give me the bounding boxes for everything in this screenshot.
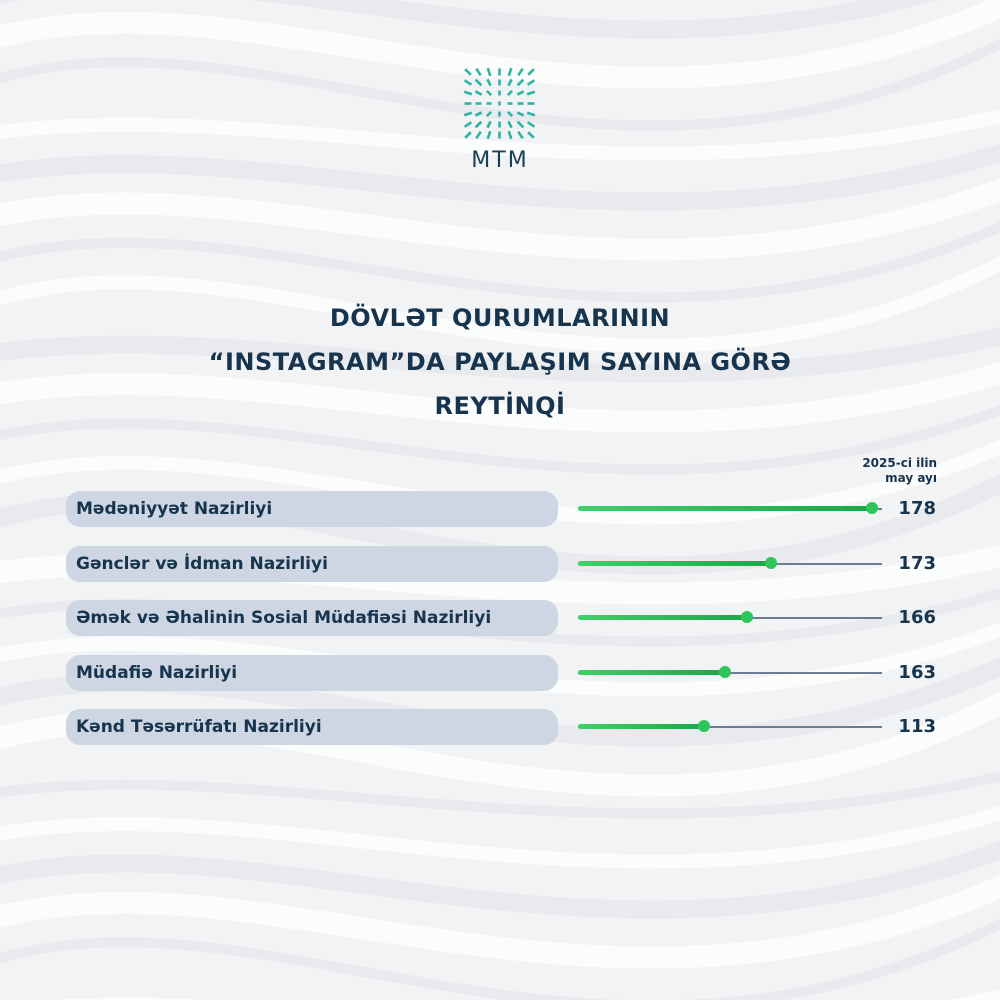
logo-dash [475,79,482,86]
data-label: 166 [898,607,936,629]
bar-end-marker [765,557,777,569]
category-label-pill [66,600,558,636]
bar [578,561,771,566]
title-line-1: DÖVLƏT QURUMLARININ [329,304,671,332]
logo-dash [518,102,524,105]
chart-title [100,296,900,428]
logo-dash [527,112,535,117]
logo-dash [475,68,482,76]
logo-text: MTM [471,148,529,173]
logo-dash [528,102,535,105]
logo-dash [517,90,524,95]
bar-end-marker [741,611,753,623]
data-label: 173 [898,552,936,574]
logo-dash [464,79,472,86]
logo-dash [486,90,492,96]
logo-dash [464,91,472,96]
logo-dash [508,68,513,76]
logo-dash [464,112,472,117]
logo-dash [498,132,501,139]
category-label: Kənd Təsərrüfatı Nazirliyi [76,717,322,738]
logo-dash [486,121,491,128]
logo-dash [508,131,513,139]
logo-dash [487,68,492,76]
category-label: Mədəniyyət Nazirliyi [76,499,273,519]
category-label-pill [66,655,558,691]
period-line-1: 2025-ci ilin [862,456,937,470]
logo-dash [475,111,482,116]
logo-dash [486,79,491,86]
logo-dash [486,111,492,117]
logo-dash [464,131,471,138]
logo-dash [475,90,482,95]
title-line-3: REYTİNQİ [434,392,566,420]
logo-dash [465,102,472,105]
data-label: 178 [898,498,936,519]
logo-dash [476,102,482,105]
bar [578,615,747,620]
bar-end-marker [866,502,878,514]
logo-dash [527,79,535,86]
logo-dash [517,121,524,128]
mtm-logo [440,66,560,173]
logo-dash [527,91,535,96]
logo-dash [498,122,501,128]
logo-dash [508,102,513,105]
chart-row [0,709,1000,745]
logo-dash [527,68,534,75]
logo-dash [517,131,524,139]
category-label-pill [66,546,558,582]
period-line-2: may ayı [885,471,937,485]
category-label-pill [66,709,558,745]
logo-dash [498,80,501,86]
logo-dash [487,131,492,139]
logo-dash [517,68,524,76]
bar-end-marker [719,666,731,678]
period-label [800,456,937,486]
logo-dash [507,111,513,117]
logo-dash [507,121,512,128]
data-label: 163 [898,661,936,683]
logo-dash [507,90,513,96]
logo-mark-icon [462,66,538,142]
logo-dash [487,102,492,105]
chart-row [0,491,1000,527]
bar [578,506,872,511]
logo-dash [517,79,524,86]
title-line-2: “INSTAGRAM”DA PAYLAŞIM SAYINA GÖRƏ [208,348,792,376]
logo-dash [464,121,472,128]
category-label-pill [66,491,558,527]
logo-dash [475,131,482,139]
logo-dash [527,131,534,138]
bar [578,724,704,729]
logo-dash [498,91,501,96]
logo-dash [527,121,535,128]
bar [578,670,725,675]
category-label: Əmək və Əhalinin Sosial Müdafiəsi Nazirliyi [76,608,492,629]
chart-row [0,546,1000,582]
category-label: Müdafiə Nazirliyi [76,662,238,683]
bar-end-marker [698,720,710,732]
chart-row [0,600,1000,636]
logo-dash [498,112,501,117]
data-label: 113 [898,716,936,738]
logo-dash [475,121,482,128]
logo-dash [464,68,471,75]
logo-dash [498,102,501,106]
logo-dash [498,69,501,76]
logo-dash [507,79,512,86]
logo-dash [517,111,524,116]
category-label: Gənclər və İdman Nazirliyi [76,553,328,574]
chart-row [0,655,1000,691]
